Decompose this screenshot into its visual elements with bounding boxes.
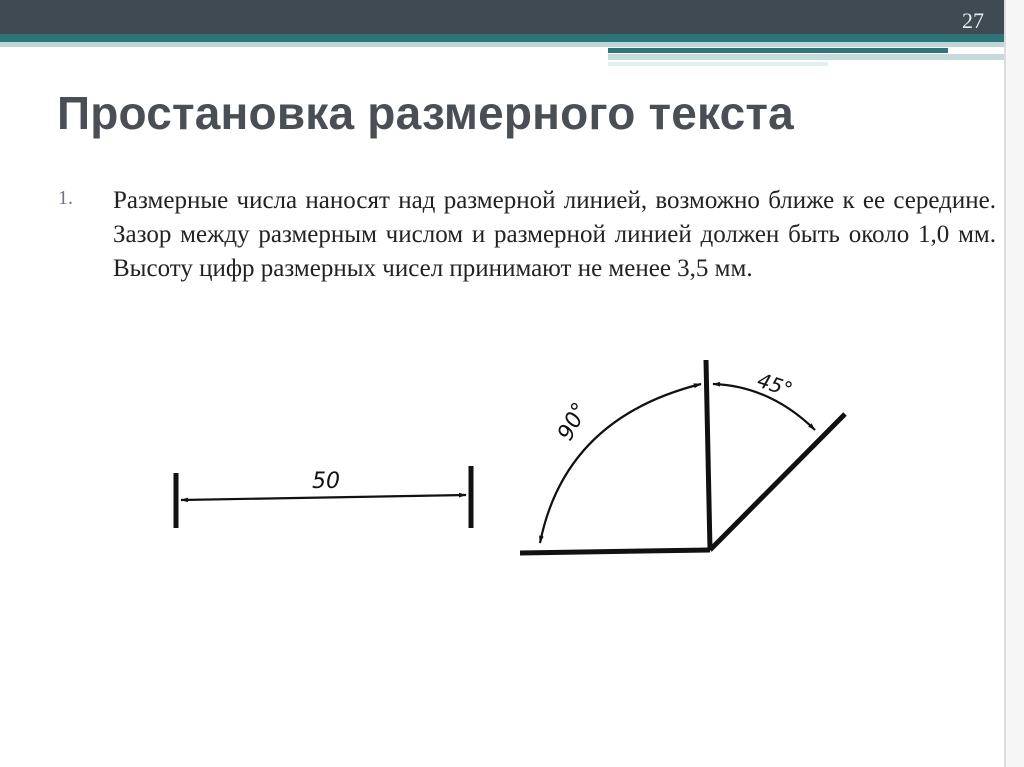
base-line [520,550,710,553]
dimension-figure [160,348,860,568]
vertical-line [706,360,710,550]
page-edge-line [1004,0,1006,767]
page-edge-shadow [1006,0,1024,767]
angle-label-90: 90° [553,398,594,445]
page-title: Простановка размерного текста [57,87,794,139]
decorative-stripe [608,54,1006,60]
list-item-text: Размерные числа наносят над размерной линией, возможно ближе к ее середине. Зазор между размерным числом и размерной линией должен быть около 1,0 мм. Высоту цифр размерных чисел принимают не менее 3,5 мм. [113,187,996,282]
angle-label-45: 45° [754,367,796,402]
angle-arc-90 [540,384,701,543]
header-band [0,0,1024,34]
list-item [58,184,998,286]
dimension-line [181,495,466,500]
header-light-bar [0,42,1024,47]
linear-dimension [176,466,471,528]
slide-number: 27 [962,8,984,33]
numbered-list [58,184,998,286]
linear-dimension-label: 50 [312,469,340,494]
decorative-stripe [608,62,828,66]
angular-dimension [520,360,845,553]
list-item-number: 1. [58,187,73,209]
header-accent-bar [0,34,1024,42]
decorative-stripe [608,48,948,53]
inclined-line [710,414,845,550]
